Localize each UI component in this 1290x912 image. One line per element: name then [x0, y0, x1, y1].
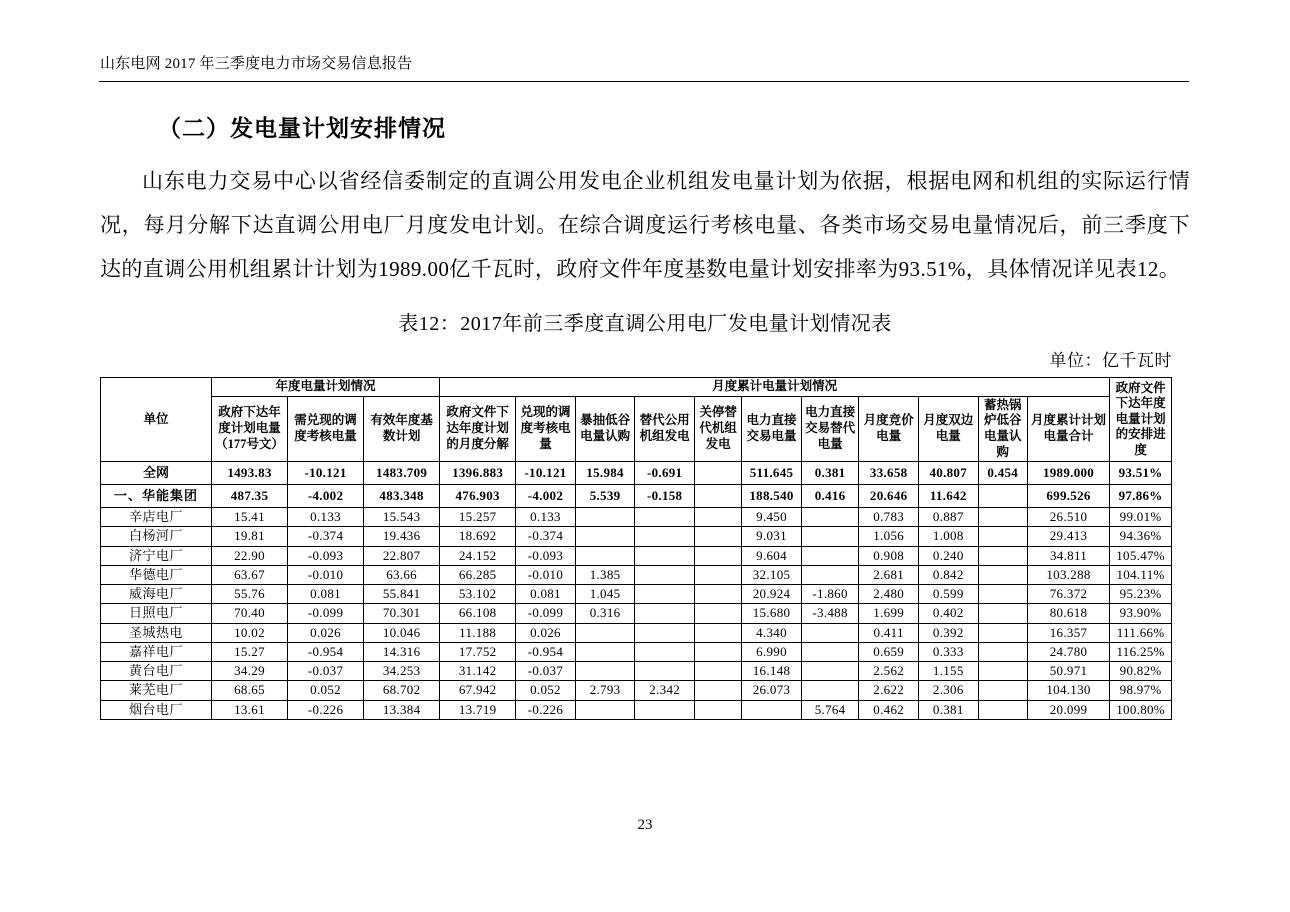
cell-r4-c7: [694, 546, 741, 565]
cell-r3-c6: [635, 527, 695, 546]
cell-r1-c3: 476.903: [440, 485, 516, 508]
cell-r4-c14: 105.47%: [1110, 546, 1172, 565]
cell-r7-c0: 70.40: [211, 604, 287, 623]
cell-r3-c12: [978, 527, 1027, 546]
cell-r3-c14: 94.36%: [1110, 527, 1172, 546]
cell-r0-c10: 33.658: [859, 462, 919, 485]
cell-r8-c6: [635, 623, 695, 642]
cell-r11-c3: 67.942: [440, 681, 516, 700]
table-row: [101, 527, 1172, 546]
cell-r4-c6: [635, 546, 695, 565]
cell-r10-c5: [575, 662, 635, 681]
cell-r7-c9: -3.488: [801, 604, 859, 623]
cell-r0-c2: 1483.709: [364, 462, 440, 485]
cell-r10-c14: 90.82%: [1110, 662, 1172, 681]
cell-r12-c0: 13.61: [211, 700, 287, 719]
cell-r9-c9: [801, 642, 859, 661]
cell-r3-c13: 29.413: [1027, 527, 1109, 546]
cell-r12-c1: -0.226: [288, 700, 364, 719]
row-label: 辛店电厂: [101, 508, 212, 527]
cell-r6-c13: 76.372: [1027, 585, 1109, 604]
cell-r11-c12: [978, 681, 1027, 700]
cell-r2-c6: [635, 508, 695, 527]
row-label: 全网: [101, 462, 212, 485]
cell-r4-c4: -0.093: [516, 546, 576, 565]
row-label: 嘉祥电厂: [101, 642, 212, 661]
table-row: [101, 662, 1172, 681]
cell-r5-c9: [801, 565, 859, 584]
row-label: 圣城热电: [101, 623, 212, 642]
cell-r5-c0: 63.67: [211, 565, 287, 584]
header-annual-group: 年度电量计划情况: [211, 378, 439, 397]
cell-r6-c2: 55.841: [364, 585, 440, 604]
cell-r12-c12: [978, 700, 1027, 719]
cell-r5-c12: [978, 565, 1027, 584]
cell-r12-c7: [694, 700, 741, 719]
table-row: [101, 585, 1172, 604]
cell-r4-c5: [575, 546, 635, 565]
cell-r1-c11: 11.642: [918, 485, 978, 508]
header-col-2: 有效年度基数计划: [364, 396, 440, 462]
cell-r0-c4: -10.121: [516, 462, 576, 485]
cell-r12-c14: 100.80%: [1110, 700, 1172, 719]
cell-r6-c9: -1.860: [801, 585, 859, 604]
header-col-9: 电力直接交易替代电量: [801, 396, 859, 462]
cell-r8-c2: 10.046: [364, 623, 440, 642]
cell-r5-c14: 104.11%: [1110, 565, 1172, 584]
cell-r0-c9: 0.381: [801, 462, 859, 485]
cell-r10-c0: 34.29: [211, 662, 287, 681]
cell-r11-c6: 2.342: [635, 681, 695, 700]
cell-r5-c3: 66.285: [440, 565, 516, 584]
cell-r11-c13: 104.130: [1027, 681, 1109, 700]
cell-r9-c12: [978, 642, 1027, 661]
cell-r4-c8: 9.604: [742, 546, 802, 565]
cell-r2-c4: 0.133: [516, 508, 576, 527]
cell-r7-c5: 0.316: [575, 604, 635, 623]
cell-r5-c11: 0.842: [918, 565, 978, 584]
header-monthly-group: 月度累计电量计划情况: [440, 378, 1110, 397]
cell-r0-c1: -10.121: [288, 462, 364, 485]
cell-r8-c14: 111.66%: [1110, 623, 1172, 642]
cell-r10-c11: 1.155: [918, 662, 978, 681]
cell-r6-c14: 95.23%: [1110, 585, 1172, 604]
cell-r4-c3: 24.152: [440, 546, 516, 565]
cell-r7-c3: 66.108: [440, 604, 516, 623]
cell-r3-c5: [575, 527, 635, 546]
cell-r6-c11: 0.599: [918, 585, 978, 604]
cell-r4-c0: 22.90: [211, 546, 287, 565]
cell-r0-c3: 1396.883: [440, 462, 516, 485]
cell-r11-c5: 2.793: [575, 681, 635, 700]
cell-r0-c12: 0.454: [978, 462, 1027, 485]
cell-r10-c9: [801, 662, 859, 681]
cell-r7-c4: -0.099: [516, 604, 576, 623]
cell-r6-c8: 20.924: [742, 585, 802, 604]
cell-r12-c5: [575, 700, 635, 719]
table-unit-note: 单位：亿千瓦时: [1049, 351, 1172, 370]
cell-r6-c3: 53.102: [440, 585, 516, 604]
row-label: 华德电厂: [101, 565, 212, 584]
cell-r2-c7: [694, 508, 741, 527]
cell-r8-c9: [801, 623, 859, 642]
cell-r6-c1: 0.081: [288, 585, 364, 604]
cell-r8-c4: 0.026: [516, 623, 576, 642]
cell-r9-c3: 17.752: [440, 642, 516, 661]
row-label: 烟台电厂: [101, 700, 212, 719]
cell-r7-c8: 15.680: [742, 604, 802, 623]
table-row: [101, 604, 1172, 623]
cell-r9-c4: -0.954: [516, 642, 576, 661]
cell-r10-c6: [635, 662, 695, 681]
cell-r0-c0: 1493.83: [211, 462, 287, 485]
cell-r10-c10: 2.562: [859, 662, 919, 681]
cell-r11-c4: 0.052: [516, 681, 576, 700]
cell-r11-c9: [801, 681, 859, 700]
cell-r2-c11: 0.887: [918, 508, 978, 527]
header-col-5: 暴抽低谷电量认购: [575, 396, 635, 462]
cell-r1-c5: 5.539: [575, 485, 635, 508]
cell-r2-c2: 15.543: [364, 508, 440, 527]
cell-r9-c0: 15.27: [211, 642, 287, 661]
cell-r10-c7: [694, 662, 741, 681]
cell-r12-c11: 0.381: [918, 700, 978, 719]
cell-r3-c1: -0.374: [288, 527, 364, 546]
cell-r10-c2: 34.253: [364, 662, 440, 681]
cell-r7-c7: [694, 604, 741, 623]
table-row: [101, 681, 1172, 700]
cell-r5-c8: 32.105: [742, 565, 802, 584]
cell-r12-c13: 20.099: [1027, 700, 1109, 719]
cell-r1-c12: [978, 485, 1027, 508]
cell-r5-c2: 63.66: [364, 565, 440, 584]
cell-r11-c2: 68.702: [364, 681, 440, 700]
cell-r1-c9: 0.416: [801, 485, 859, 508]
cell-r5-c10: 2.681: [859, 565, 919, 584]
power-generation-plan-table: [100, 377, 1172, 720]
cell-r3-c8: 9.031: [742, 527, 802, 546]
cell-r3-c10: 1.056: [859, 527, 919, 546]
table-row: [101, 700, 1172, 719]
cell-r2-c0: 15.41: [211, 508, 287, 527]
cell-r8-c5: [575, 623, 635, 642]
table-row: [101, 642, 1172, 661]
cell-r9-c13: 24.780: [1027, 642, 1109, 661]
row-label: 日照电厂: [101, 604, 212, 623]
cell-r8-c7: [694, 623, 741, 642]
cell-r1-c10: 20.646: [859, 485, 919, 508]
cell-r11-c11: 2.306: [918, 681, 978, 700]
row-label: 济宁电厂: [101, 546, 212, 565]
cell-r6-c6: [635, 585, 695, 604]
cell-r1-c0: 487.35: [211, 485, 287, 508]
cell-r3-c7: [694, 527, 741, 546]
cell-r12-c6: [635, 700, 695, 719]
cell-r12-c3: 13.719: [440, 700, 516, 719]
cell-r5-c4: -0.010: [516, 565, 576, 584]
cell-r7-c10: 1.699: [859, 604, 919, 623]
table-row: [101, 623, 1172, 642]
cell-r4-c11: 0.240: [918, 546, 978, 565]
header-col-3: 政府文件下达年度计划的月度分解: [440, 396, 516, 462]
cell-r9-c11: 0.333: [918, 642, 978, 661]
cell-r9-c10: 0.659: [859, 642, 919, 661]
header-col-11: 月度双边电量: [918, 396, 978, 462]
cell-r2-c10: 0.783: [859, 508, 919, 527]
row-label: 黄台电厂: [101, 662, 212, 681]
cell-r0-c6: -0.691: [635, 462, 695, 485]
cell-r9-c8: 6.990: [742, 642, 802, 661]
header-divider: [99, 81, 1189, 82]
table-caption: 表12：2017年前三季度直调公用电厂发电量计划情况表: [398, 313, 892, 335]
cell-r9-c5: [575, 642, 635, 661]
cell-r12-c8: [742, 700, 802, 719]
cell-r8-c0: 10.02: [211, 623, 287, 642]
cell-r11-c1: 0.052: [288, 681, 364, 700]
cell-r11-c14: 98.97%: [1110, 681, 1172, 700]
header-progress: 政府文件下达年度电量计划的安排进度: [1110, 378, 1172, 462]
cell-r2-c12: [978, 508, 1027, 527]
cell-r10-c4: -0.037: [516, 662, 576, 681]
header-col-8: 电力直接交易电量: [742, 396, 802, 462]
cell-r1-c13: 699.526: [1027, 485, 1109, 508]
table-row: [101, 565, 1172, 584]
table-row: [101, 546, 1172, 565]
cell-r7-c6: [635, 604, 695, 623]
row-label: 白杨河厂: [101, 527, 212, 546]
cell-r11-c10: 2.622: [859, 681, 919, 700]
cell-r7-c12: [978, 604, 1027, 623]
cell-r10-c3: 31.142: [440, 662, 516, 681]
cell-r3-c11: 1.008: [918, 527, 978, 546]
cell-r2-c3: 15.257: [440, 508, 516, 527]
cell-r3-c4: -0.374: [516, 527, 576, 546]
cell-r11-c7: [694, 681, 741, 700]
cell-r7-c1: -0.099: [288, 604, 364, 623]
header-col-7: 关停替代机组发电: [694, 396, 741, 462]
cell-r4-c1: -0.093: [288, 546, 364, 565]
header-col-10: 月度竞价电量: [859, 396, 919, 462]
cell-r10-c8: 16.148: [742, 662, 802, 681]
cell-r4-c2: 22.807: [364, 546, 440, 565]
header-col-13: 月度累计计划电量合计: [1027, 396, 1109, 462]
row-label: 一、华能集团: [101, 485, 212, 508]
cell-r7-c13: 80.618: [1027, 604, 1109, 623]
cell-r8-c1: 0.026: [288, 623, 364, 642]
row-label: 威海电厂: [101, 585, 212, 604]
cell-r3-c2: 19.436: [364, 527, 440, 546]
table-header-group-row: [101, 378, 1172, 397]
cell-r1-c8: 188.540: [742, 485, 802, 508]
cell-r11-c0: 68.65: [211, 681, 287, 700]
cell-r12-c4: -0.226: [516, 700, 576, 719]
cell-r4-c10: 0.908: [859, 546, 919, 565]
header-unit: 单位: [101, 378, 212, 462]
cell-r8-c3: 11.188: [440, 623, 516, 642]
cell-r10-c12: [978, 662, 1027, 681]
cell-r1-c2: 483.348: [364, 485, 440, 508]
cell-r8-c10: 0.411: [859, 623, 919, 642]
cell-r9-c14: 116.25%: [1110, 642, 1172, 661]
cell-r8-c13: 16.357: [1027, 623, 1109, 642]
header-col-1: 需兑现的调度考核电量: [288, 396, 364, 462]
cell-r6-c10: 2.480: [859, 585, 919, 604]
page-number: 23: [637, 817, 653, 833]
cell-r10-c1: -0.037: [288, 662, 364, 681]
cell-r6-c5: 1.045: [575, 585, 635, 604]
cell-r3-c3: 18.692: [440, 527, 516, 546]
cell-r3-c0: 19.81: [211, 527, 287, 546]
cell-r5-c5: 1.385: [575, 565, 635, 584]
table-body: [101, 462, 1172, 720]
cell-r4-c12: [978, 546, 1027, 565]
cell-r0-c5: 15.984: [575, 462, 635, 485]
cell-r0-c14: 93.51%: [1110, 462, 1172, 485]
cell-r6-c4: 0.081: [516, 585, 576, 604]
cell-r0-c13: 1989.000: [1027, 462, 1109, 485]
cell-r12-c10: 0.462: [859, 700, 919, 719]
cell-r3-c9: [801, 527, 859, 546]
table-header-col-row: [101, 396, 1172, 462]
section-paragraph: 山东电力交易中心以省经信委制定的直调公用发电企业机组发电量计划为依据，根据电网和机组的实际运行情况，每月分解下达直调公用电厂月度发电计划。在综合调度运行考核电量、各类市场交易电量情况后，前三季度下达的直调公用机组累计计划为1989.00亿千瓦时，政府文件年度基数电量计划安排率为93.51%，具体情况详见表12。: [100, 169, 1190, 281]
header-col-12: 蓄热锅炉低谷电量认购: [978, 396, 1027, 462]
row-label: 莱芜电厂: [101, 681, 212, 700]
cell-r2-c1: 0.133: [288, 508, 364, 527]
cell-r5-c13: 103.288: [1027, 565, 1109, 584]
cell-r7-c14: 93.90%: [1110, 604, 1172, 623]
cell-r9-c6: [635, 642, 695, 661]
table-row: [101, 462, 1172, 485]
cell-r9-c2: 14.316: [364, 642, 440, 661]
table-row: [101, 485, 1172, 508]
cell-r1-c7: [694, 485, 741, 508]
cell-r2-c5: [575, 508, 635, 527]
cell-r1-c1: -4.002: [288, 485, 364, 508]
cell-r6-c0: 55.76: [211, 585, 287, 604]
cell-r2-c8: 9.450: [742, 508, 802, 527]
running-head: 山东电网 2017 年三季度电力市场交易信息报告: [100, 56, 413, 72]
cell-r11-c8: 26.073: [742, 681, 802, 700]
cell-r12-c2: 13.384: [364, 700, 440, 719]
cell-r0-c11: 40.807: [918, 462, 978, 485]
cell-r2-c13: 26.510: [1027, 508, 1109, 527]
cell-r0-c7: [694, 462, 741, 485]
cell-r8-c11: 0.392: [918, 623, 978, 642]
cell-r6-c7: [694, 585, 741, 604]
cell-r5-c6: [635, 565, 695, 584]
cell-r5-c7: [694, 565, 741, 584]
cell-r0-c8: 511.645: [742, 462, 802, 485]
cell-r7-c11: 0.402: [918, 604, 978, 623]
cell-r7-c2: 70.301: [364, 604, 440, 623]
cell-r1-c6: -0.158: [635, 485, 695, 508]
header-col-4: 兑现的调度考核电量: [516, 396, 576, 462]
cell-r8-c12: [978, 623, 1027, 642]
cell-r4-c9: [801, 546, 859, 565]
table-row: [101, 508, 1172, 527]
cell-r10-c13: 50.971: [1027, 662, 1109, 681]
section-heading: （二）发电量计划安排情况: [158, 116, 446, 141]
header-col-0: 政府下达年度计划电量（177号文）: [211, 396, 287, 462]
cell-r1-c4: -4.002: [516, 485, 576, 508]
cell-r1-c14: 97.86%: [1110, 485, 1172, 508]
cell-r6-c12: [978, 585, 1027, 604]
cell-r9-c7: [694, 642, 741, 661]
cell-r9-c1: -0.954: [288, 642, 364, 661]
cell-r2-c9: [801, 508, 859, 527]
cell-r2-c14: 99.01%: [1110, 508, 1172, 527]
header-col-6: 替代公用机组发电: [635, 396, 695, 462]
cell-r12-c9: 5.764: [801, 700, 859, 719]
cell-r4-c13: 34.811: [1027, 546, 1109, 565]
cell-r8-c8: 4.340: [742, 623, 802, 642]
cell-r5-c1: -0.010: [288, 565, 364, 584]
